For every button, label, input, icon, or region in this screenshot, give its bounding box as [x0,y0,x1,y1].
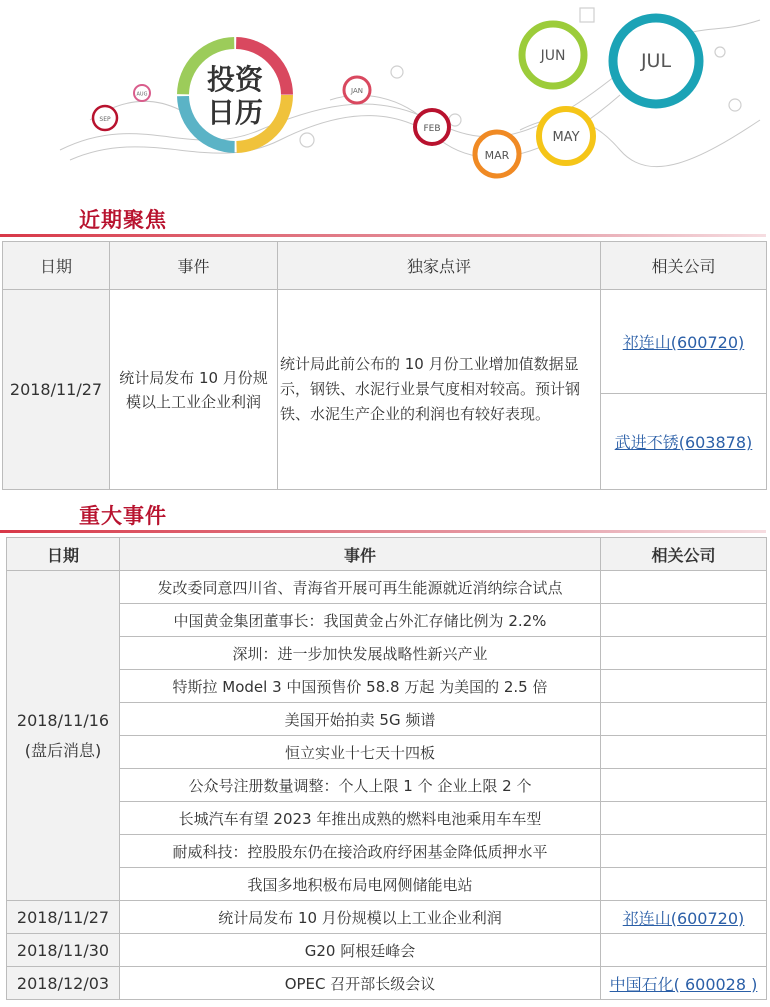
row-date: 2018/11/30 [7,934,120,967]
company-link[interactable]: 祁连山(600720) [622,908,745,928]
events-header-date: 日期 [7,538,120,571]
logo-line1: 投资 [206,63,264,96]
event-cell: 我国多地积极布局电网侧储能电站 [120,868,601,901]
company-cell [601,868,767,901]
events-section-title: 重大事件 [79,504,167,528]
company-cell [601,901,767,934]
company-cell [601,637,767,670]
group-date-cell [7,571,120,901]
row-date: 2018/12/03 [7,967,120,1000]
month-jul-label: JUL [640,50,672,72]
month-mar-label: MAR [484,149,510,162]
company-cell [601,934,767,967]
table-row [7,934,767,967]
event-cell: 中国黄金集团董事长：我国黄金占外汇存储比例为 2.2% [120,604,601,637]
company-link[interactable]: 中国石化( 600028 ) [609,974,758,994]
event-cell: 美国开始拍卖 5G 频谱 [120,703,601,736]
event-cell: 长城汽车有望 2023 年推出成熟的燃料电池乘用车车型 [120,802,601,835]
focus-company-cell [601,394,767,490]
events-header-event: 事件 [120,538,601,571]
company-cell [601,670,767,703]
company-cell [601,571,767,604]
event-cell: 发改委同意四川省、青海省开展可再生能源就近消纳综合试点 [120,571,601,604]
focus-table [2,241,767,490]
events-section-header [0,500,770,530]
month-feb-label: FEB [423,124,441,134]
events-section-divider [0,530,766,533]
table-row [7,868,767,901]
table-row [7,835,767,868]
group-date: 2018/11/16 [16,710,110,730]
event-cell: G20 阿根廷峰会 [120,934,601,967]
table-row [7,769,767,802]
company-cell [601,967,767,1000]
focus-section-title: 近期聚焦 [79,208,167,232]
table-row [7,670,767,703]
focus-section-header [0,204,770,234]
events-table-header-row [7,538,767,571]
company-cell [601,835,767,868]
month-may-label: MAY [552,130,580,145]
focus-header-comment: 独家点评 [278,242,601,290]
focus-company-link[interactable]: 祁连山(600720) [622,333,745,352]
company-cell [601,769,767,802]
focus-table-header-row [3,242,767,290]
month-aug-label: AUG [136,91,148,98]
table-row [7,901,767,934]
company-cell [601,604,767,637]
event-cell: 深圳：进一步加快发展战略性新兴产业 [120,637,601,670]
table-row [7,637,767,670]
table-row [7,967,767,1000]
focus-header-company: 相关公司 [601,242,767,290]
table-row [7,703,767,736]
focus-event: 统计局发布 10 月份规模以上工业企业利润 [110,290,278,490]
event-cell: 特斯拉 Model 3 中国预售价 58.8 万起 为美国的 2.5 倍 [120,670,601,703]
focus-section-divider [0,234,766,237]
month-jun-label: JUN [540,48,566,64]
month-sep-label: SEP [99,116,111,123]
focus-date: 2018/11/27 [3,290,110,490]
event-cell: OPEC 召开部长级会议 [120,967,601,1000]
event-cell: 统计局发布 10 月份规模以上工业企业利润 [120,901,601,934]
event-cell: 公众号注册数量调整：个人上限 1 个 企业上限 2 个 [120,769,601,802]
focus-company-link[interactable]: 武进不锈(603878) [614,433,753,452]
logo-line2: 日历 [206,96,264,129]
events-header-company: 相关公司 [601,538,767,571]
focus-company-cell [601,290,767,394]
table-row [7,604,767,637]
company-cell [601,802,767,835]
focus-header-date: 日期 [3,242,110,290]
event-cell: 耐威科技：控股股东仍在接洽政府纾困基金降低质押水平 [120,835,601,868]
table-row [7,571,767,604]
focus-comment: 统计局此前公布的 10 月份工业增加值数据显示，钢铁、水泥行业景气度相对较高。预计钢铁、水泥生产企业的利润也有较好表现。 [278,290,601,490]
focus-table-row [3,290,767,394]
company-cell [601,736,767,769]
month-jan-label: JAN [351,87,363,95]
investment-calendar-banner [0,0,770,200]
event-cell: 恒立实业十七天十四板 [120,736,601,769]
company-cell [601,703,767,736]
events-table [6,537,767,1000]
table-row [7,736,767,769]
table-row [7,802,767,835]
row-date: 2018/11/27 [7,901,120,934]
group-note: (盘后消息) [24,740,102,760]
focus-header-event: 事件 [110,242,278,290]
